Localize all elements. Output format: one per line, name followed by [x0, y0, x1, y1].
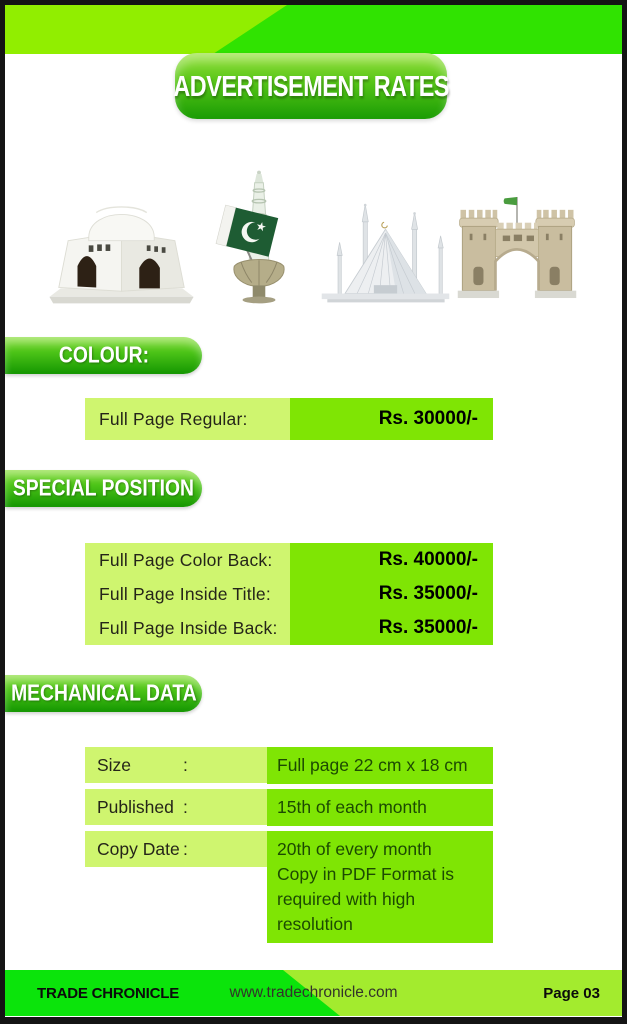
page-title: ADVERTISEMENT RATES	[173, 68, 449, 103]
mech-label-text: Size	[97, 754, 132, 775]
header-band-wedge	[5, 5, 622, 54]
landmark-faisal-mosque	[318, 200, 453, 307]
rate-label: Full Page Inside Back:	[85, 611, 290, 645]
mech-label	[85, 789, 267, 825]
rate-value: Rs. 30000/-	[290, 398, 493, 440]
colour-heading: COLOUR:	[58, 342, 149, 368]
mech-value-line: 15th of each month	[277, 797, 427, 817]
mech-value-line: Copy in PDF Format is	[277, 864, 454, 884]
rate-label: Full Page Inside Title:	[85, 577, 290, 611]
rate-label: Full Page Regular:	[85, 398, 290, 440]
mechanical-data-heading: MECHANICAL DATA	[10, 680, 197, 706]
minar-e-pakistan-icon	[213, 167, 305, 307]
mech-value	[267, 831, 493, 943]
mech-label	[85, 831, 267, 867]
mech-value-line: 20th of every month	[277, 839, 432, 859]
mech-row-published	[85, 789, 493, 826]
footer-brand: TRADE CHRONICLE	[37, 984, 179, 1002]
rate-row	[85, 577, 493, 611]
mech-colon: :	[183, 838, 188, 859]
bab-e-khyber-icon	[455, 190, 579, 305]
colour-rate-table	[85, 398, 493, 440]
mech-label-text: Copy Date	[97, 838, 180, 859]
footer-band	[5, 970, 622, 1016]
mech-row-size	[85, 747, 493, 784]
rate-value: Rs. 40000/-	[290, 543, 493, 577]
rate-row	[85, 543, 493, 577]
special-position-rate-table	[85, 543, 493, 645]
landmark-mazar-e-quaid	[38, 192, 205, 309]
mechanical-data-section-header	[5, 675, 202, 712]
mech-label-text: Published	[97, 796, 174, 817]
mech-label	[85, 747, 267, 783]
footer-website-link[interactable]: www.tradechronicle.com	[229, 984, 398, 1001]
mazar-e-quaid-icon	[38, 192, 205, 309]
rate-label: Full Page Color Back:	[85, 543, 290, 577]
rate-row	[85, 398, 493, 440]
special-position-section-header	[5, 470, 202, 507]
mech-colon: :	[183, 796, 188, 817]
mech-row-copy-date	[85, 831, 493, 943]
mech-value-line: Full page 22 cm x 18 cm	[277, 755, 468, 775]
rate-value: Rs. 35000/-	[290, 611, 493, 645]
header-band	[5, 5, 622, 54]
mech-value	[267, 747, 493, 784]
colour-section-header	[5, 337, 202, 374]
rate-row	[85, 611, 493, 645]
footer-page-number: Page 03	[543, 984, 600, 1002]
advertisement-rates-badge	[175, 53, 447, 119]
mech-value-line: required with high resolution	[277, 889, 416, 934]
mech-colon: :	[183, 754, 188, 775]
rate-value: Rs. 35000/-	[290, 577, 493, 611]
mech-value	[267, 789, 493, 826]
special-position-heading: SPECIAL POSITION	[12, 475, 195, 501]
faisal-mosque-icon	[318, 200, 453, 307]
landmark-minar-e-pakistan	[213, 167, 305, 307]
landmark-bab-e-khyber	[455, 190, 579, 305]
